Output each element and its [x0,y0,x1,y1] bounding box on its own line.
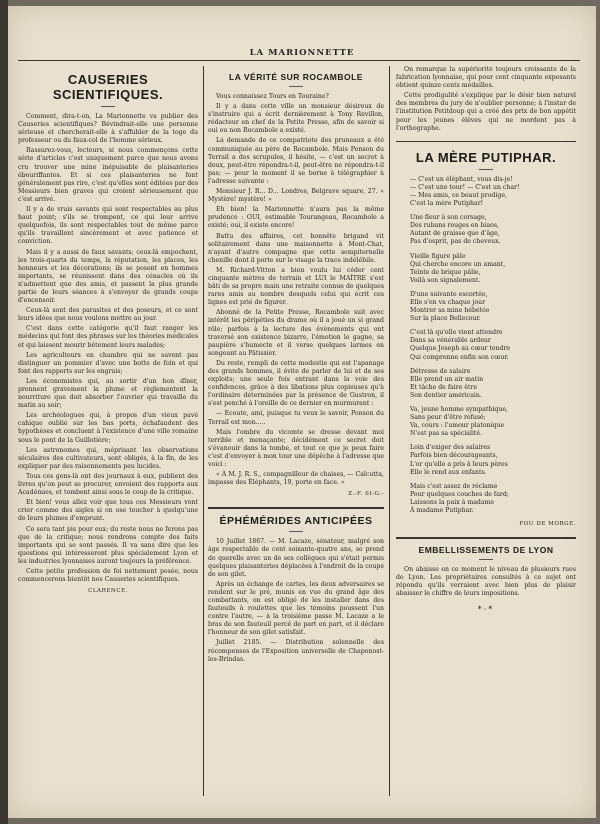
section-rule [396,537,576,539]
article-signature: CLARENCE. [88,588,128,595]
paragraph: Vous connaissez Tours en Touraine? [216,93,329,100]
section-rule [208,507,384,509]
paragraph: On remarque la supériorité toujours croissante de la fabrication lyonnaise, qui pour cent cinquante exposants obtient quinze cents médailles. [396,66,576,90]
poem-signature: FOU DE MORGE. [519,521,576,528]
poem-line: Voilà son signalement. [410,276,481,284]
poem-stanza [410,368,576,400]
paragraph: Du reste, rempli de cette modestie qui est l'apanage des grands hommes, il évite de parler de lui et de ses exploits; une seule fois entrant dans la voie des confidences, grâce à des libations plus copieuses qu'à l'ordinaire déterminées par la présence de Gustron, il s'est penché à l'oreille de ce dernier en murmurant : [208,359,384,408]
poem-line: Détresse de salaire [410,367,471,375]
binding-edge [0,0,8,824]
header-rule [18,60,580,61]
poem-line: Elle s'en va chaque jour [410,298,486,306]
paragraph: C'est dans cette catégorie qu'il faut ranger les médecins qui font des phrases sur les théories médicales et qui laissent mourir bêtement leurs malades; [18,325,198,349]
poem-line: Elle prend un air matin [410,375,484,383]
paragraph: Abonné de la Petite Presse, Rocambole suit avec intérêt les péripéties du drame où il a joué un si grand rôle; parfois à la lecture des évènements qui ont traversé son existence bizarre, l'émotion le gagne, sa paupière s'humecte et il verse quelques larmes en songeant au Pâtissier. [208,309,384,357]
section-title: EMBELLISSEMENTS DE LYON [418,545,554,556]
paragraph: Les agriculteurs en chambre qui ne savent pas distinguer un pommier d'avec une botte de foin et qui font des rapports sur les engrais; [18,351,198,375]
section-body [208,538,384,663]
paragraph: Après un échange de cartes, les deux adversaires se rendent sur le pré, munis en vue du grand âge des combattants, on est obligé de les installer dans des fauteuils à roulettes que les témoins poussent l'un contre l'autre, — à la troisième passe M. Lacaze a le bras de son fauteuil percé de part en part, et il déclare l'honneur de son gilet satisfait. [208,580,384,637]
section-title: ÉPHÉMÉRIDES ANTICIPÉES [219,515,373,528]
paragraph: Monsieur J. R... D... Londres, Belgrave square, 27. « Mystère! mystère! » [208,188,384,204]
paragraph: Il y a dans cette ville un monsieur désireux de s'instruire qui a écrit dernièrement à Tony Revillon, rédacteur en chef de la Petite Presse, afin de savoir si oui ou non Rocambole a existé. [208,103,384,135]
title-dash [289,531,303,532]
article-body [396,66,576,133]
paragraph: Ceux-là sont des parasites et des poseurs, et ce sont leurs idées que nous voulons mettre au jour. [18,307,198,323]
title-dash [289,86,303,87]
poem-line: Dans sa vénérable ardeur [410,337,491,345]
paragraph: Ce sera tant pis pour eux; du reste nous ne ferons pas que de la critique; nous rendrons compte des faits importants qui se sont passés. Il va sans dire que les questions qui intéresseront plus spécialement Lyon et les industries lyonnaises auront toujours la préférence. [18,525,198,565]
column-3 [396,66,576,800]
paragraph: La demande de ce compatriote des pruneaux a été communiquée au père de Rocambole. Mais Ponson du Terrail a des scrupules, il hésite, — c'est un secret à deux, peut-être répondra-t-il, peut-être ne répondra-t-il pas; — pour le moment il se borne à télégraphier à l'adresse suivante : [208,137,384,185]
paragraph: 10 Juillet 1867. — M. Lacaze, sénateur, malgré son âge respectable de cent soixante-quatre ans, se prend de querelle avec un de ses collègues qui s'était permis quelques plaisanteries déplacées à l'endroit de la coupe de son gilet. [208,538,384,578]
paragraph: Rassurez-vous, lecteurs, si nous commençons cette série d'articles c'est uniquement parce que nous avons cru trouver une mine inépuisable de plaisanteries ébouriffantes. Et si ces plaisanteries ne font généralement pas rire, c'est qu'elles sont éditées par des Messieurs bien graves qui croient sérieusement que c'est arrivé. [18,147,198,203]
paragraph: Les économistes qui, au sortir d'un bon dîner, prennent gravement la plume et règlementent la nourriture que doit absorber l'ouvrier qui travaille du matin au soir; [18,377,198,410]
poem-line: Sur la place Bellecour. [410,315,481,323]
poem-stanza [410,406,576,438]
poem-line: Qui cherche encore un amant, [410,260,506,268]
poem-title: LA MÈRE PUTIPHAR. [415,149,557,165]
title-dash [479,169,493,170]
paragraph: Mais il y a aussi de faux savants; ceux-là empochent, les trois-quarts du temps, la réputation, les places, les honneurs et les décorations; ils se posent en hommes importants, se réunissent dans des cénacles où ils n'admettent que des amis, et passent la plus grande partie de leurs séances à s'envoyer de grands coups d'encensoir. [18,248,198,305]
poem-line: L'or qu'elle a pris à leurs pères [410,460,508,468]
paragraph: Les archéologues qui, à propos d'un vieux pavé cahique oublié sur les bas ports, échafaudent des hypothèses et concluent à l'existence d'une ville romaine sous le pont de la Guillotière; [18,412,198,444]
paragraph: « À M. J. R. S., compagnilleur de chaises, — Calcutta, impasse des Éléphants, 19, porte en face. » [208,471,384,487]
poem-stanza [410,483,576,515]
paragraph: Cette prodigalité s'explique par le désir bien naturel des membres du jury de n'oublier personne; à l'instar de l'institution Petitdoup qui a créé des prix de bon appétit pour les jeunes élèves qui ne mordent pas à l'orthographe. [396,92,576,132]
paragraph: Battu des affaires, cet honnête brigand vit solitairement dans une maisonnette à Mont-Chat, n'ayant d'autre compagne que cette sempiternelle chenille dont il porte sur le visage la trace indélébile. [208,232,384,264]
column-2 [208,66,384,800]
poem-line: — C'est un éléphant, vous dis-je! [410,175,513,183]
column-1 [18,66,198,800]
poem-line: À madame Putiphar. [410,507,474,515]
article-body [208,93,384,487]
poem-stanza [410,214,576,246]
paragraph: Comment, dira-t-on, La Marionnette va publier des Causeries scientifiques? Bévindrait-elle une personne sérieuse et chercherait-elle à s'affubler de la toge du professeur ou du faux-col de l'homme sérieux. [18,113,198,145]
poem-line: — C'est une tour! — C'est un char! [410,183,520,191]
column-divider [203,66,204,796]
poem-line: D'une suivante escortée, [410,290,488,298]
poem-line: Des rubans rouges en biaos, [410,222,500,230]
title-dash [101,106,115,107]
poem-line: Vieille figure pâle [410,252,466,260]
article-signature: Z.-F. St-G.- [348,491,384,498]
poem-line: Va, jeune homme sympathique, [410,406,508,413]
paragraph: Les astronomes qui, méprisant les observations séculaires des cultivateurs, sont obligés, à la fin, de les expliquer par des raisonnements peu lucides. [18,446,198,470]
article-title: CAUSERIES SCIENTIFIQUES. [52,72,164,102]
paragraph: Et bien! vous allez voir que tous ces Messieurs vont crier comme des aigles si on ose toucher à quelqu'une de leurs plumes d'emprunt. [18,499,198,523]
poem-line: Pas d'esprit, pas de cheveux. [410,238,501,246]
paragraph: Cette petite profession de foi nettement posée, nous commencerons bientôt nos Causeries scientifiques. [18,567,198,584]
section-rule [396,141,576,142]
paragraph: Mais l'ombre du vicomte se dresse devant moi terrible et menaçante; décidément ce secret doit s'évanouir dans la tombe, et tout ce que je peux faire c'est d'envoyer à mon tour une dépêche à l'adresse que voici : [208,428,384,469]
article-title: LA VÉRITÉ SUR ROCAMBOLE [229,72,363,82]
ornament: *·* [477,604,495,614]
poem-line: Mais c'est assez de réclame [410,482,498,490]
paragraph: Il y a de vrais savants qui sont respectables au plus haut point; s'ils se trompent, ce qui leur arrive quelquefois, ils sont respectables tout de même parce qu'ils travaillent sincèrement et avec patience et conviction. [18,206,198,246]
poem-line: Qui comprenne enfin son cœur. [410,353,509,361]
poem-line: Une fleur à son corsage, [410,214,487,222]
poem-line: Autant de graisse que d'âge, [410,230,500,238]
poem-stanza [410,329,576,361]
poem-line: Sans peur d'être refusé; [410,414,486,422]
poem-line: Va, cours : l'amour platonique [410,422,505,430]
poem-stanza [410,253,576,285]
poem-line: Parfois bien décourageants, [410,452,498,460]
paragraph: Juillet 2185. — Distribution solennelle des récompenses de l'Exposition universelle de Chaponost-les-Brindas. [208,639,384,663]
poem-line: Pour quelques couches de fard; [410,490,509,498]
paragraph: Tous ces gens-là ont des journaux à eux, publient des livres qu'on peut se procurer, envoient des rapports aux Académies, et tombent ainsi sous le coup de la critique. [18,472,198,497]
poem-line: N'est pas sa spécialité. [410,430,483,438]
paragraph: Eh bien! la Marionnette n'aura pas la même prudence : OUI, estimable Tourangeau, Rocambole a existé; oui, il existe encore! [208,206,384,230]
poem-stanza [410,176,576,208]
section-body [396,566,576,598]
paragraph: On abaisse en ce moment le niveau de plusieurs rues de Lyon. Les propriétaires consultés à ce sujet ont répondu qu'ils verraient avec bien plus de plaisir abaisser le chiffre de leurs impositions. [396,566,576,598]
poem-line: Laissons la paix à madame [410,498,495,506]
poem-line: Montrer sa mine hébétée [410,307,490,315]
poem-line: Quelque Joseph au cœur tendre [410,345,511,353]
poem-stanza [410,444,576,476]
poem-line: — Mes amis, ce beaut prodige, [410,191,507,199]
poem-line: Son dentier américain. [410,391,482,399]
poem-line: C'est là qu'elle vient attendre [410,329,503,337]
poem-body [396,176,576,515]
paragraph: — Ecoute, ami, puisque tu veux le savoir, Ponson du Terrail est mon..... [208,410,384,426]
poem-stanza [410,291,576,323]
title-dash [479,559,493,560]
poem-line: Loin d'exiger des salaires [410,444,491,452]
page-header: LA MARIONNETTE [249,48,355,58]
poem-line: C'est la mère Putiphar! [410,200,484,208]
article-body [18,113,198,584]
paragraph: M. Richard-Vitton a bien voulu lui céder cent cinquante mètres de terrain et LUI le MAÎTRE s'est bâti de sa propre main une retraite connue de quelques rares amis au nombre desquels celui qui écrit ces lignes est prié de figurer. [208,266,384,307]
poem-line: Et tâche de faire être [410,383,478,391]
poem-line: Teinte de brique pâlie, [410,268,481,276]
column-divider [389,66,390,796]
poem-line: Elle le rend aux enfants. [410,468,487,476]
